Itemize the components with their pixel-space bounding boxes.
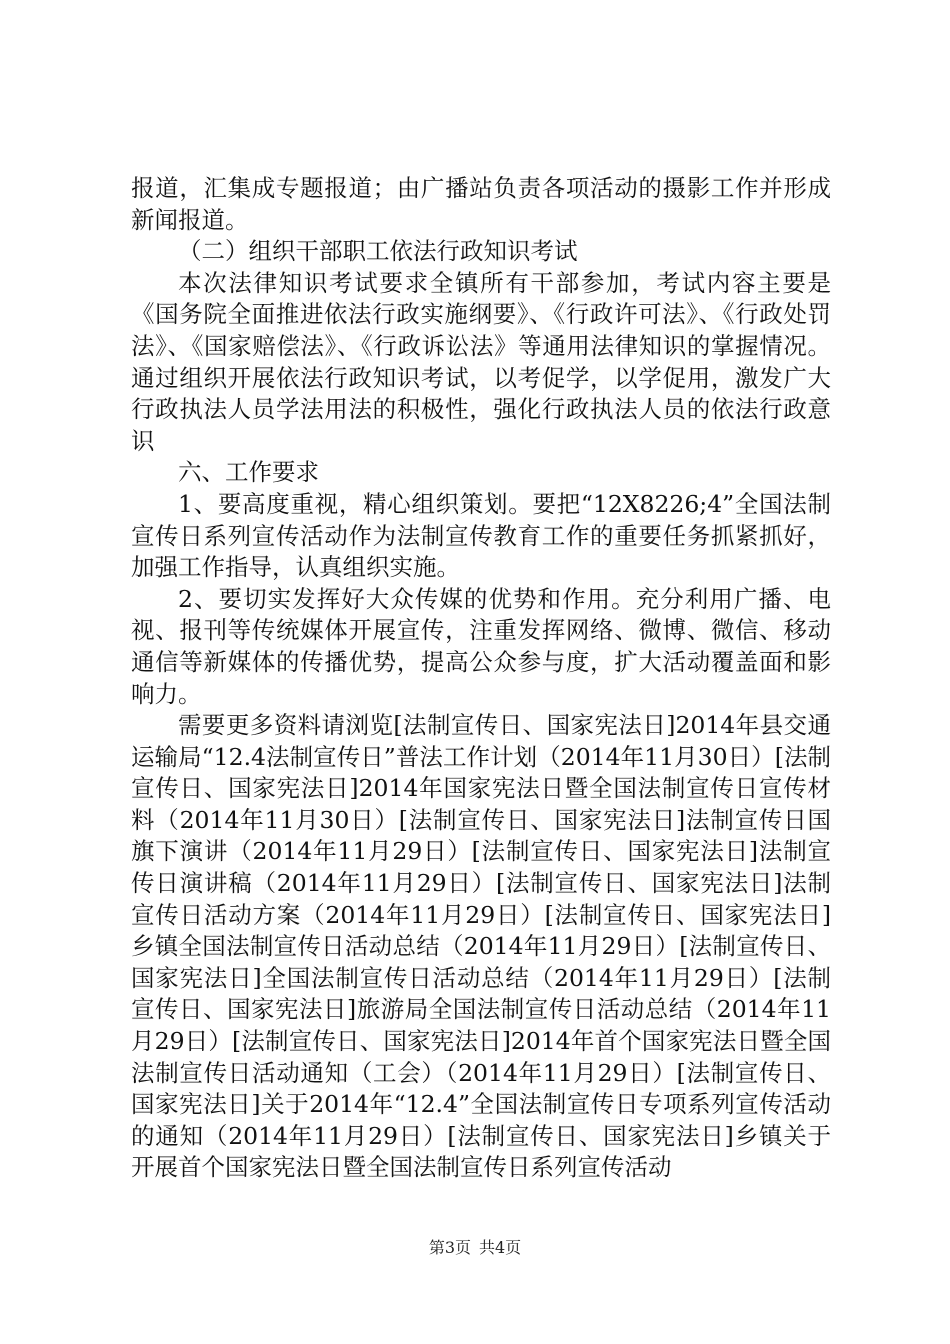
paragraph-continuation: 报道，汇集成专题报道；由广播站负责各项活动的摄影工作并形成新闻报道。 xyxy=(131,174,831,234)
page-total: 共4页 xyxy=(479,1238,522,1257)
paragraph-more-resources: 需要更多资料请浏览[法制宣传日、国家宪法日]2014年县交通运输局“12.4法制宣传日”普法工作计划（2014年11月30日）[法制宣传日、国家宪法日]2014年国家宪法日暨全国法制宣传日宣传材料（2014年11月30日）[法制宣传日、国家宪法日]法制宣传日国旗下演讲（2014年11月29日）[法制宣传日、国家宪法日]法制宣传日演讲稿（2014年11月29日）[法制宣传日、国家宪法日]法制宣传日活动方案（2014年11月29日）[法制宣传日、国家宪法日]乡镇全国法制宣传日活动总结（2014年11月29日）[法制宣传日、国家宪法日]全国法制宣传日活动总结（2014年11月29日）[法制宣传日、国家宪法日]旅游局全国法制宣传日活动总结（2014年11月29日）[法制宣传日、国家宪法日]2014年首个国家宪法日暨全国法制宣传日活动通知（工会）（2014年11月29日）[法制宣传日、国家宪法日]关于2014年“12.4”全国法制宣传日专项系列宣传活动的通知（2014年11月29日）[法制宣传日、国家宪法日]乡镇关于开展首个国家宪法日暨全国法制宣传日系列宣传活动 xyxy=(131,711,831,1182)
page-number: 第3页 xyxy=(428,1238,471,1257)
document-body xyxy=(131,173,831,1184)
section-heading-exam: （二）组织干部职工依法行政知识考试 xyxy=(178,237,578,266)
paragraph-requirement-1: 1、要高度重视，精心组织策划。要把“12X8226;4”全国法制宣传日系列宣传活动作为法制宣传教育工作的重要任务抓紧抓好，加强工作指导，认真组织实施。 xyxy=(131,489,831,582)
paragraph-exam: 本次法律知识考试要求全镇所有干部参加，考试内容主要是《国务院全面推进依法行政实施纲要》、《行政许可法》、《行政处罚法》、《国家赔偿法》、《行政诉讼法》等通用法律知识的掌握情况。通过组织开展依法行政知识考试，以考促学，以学促用，激发广大行政执法人员学法用法的积极性，强化行政执法人员的依法行政意识 xyxy=(131,268,831,455)
page-footer xyxy=(0,1238,950,1258)
section-heading-requirements: 六、工作要求 xyxy=(178,458,319,487)
paragraph-requirement-2: 2、要切实发挥好大众传媒的优势和作用。充分利用广播、电视、报刊等传统媒体开展宣传，注重发挥网络、微博、微信、移动通信等新媒体的传播优势，提高公众参与度，扩大活动覆盖面和影响力。 xyxy=(131,584,831,708)
